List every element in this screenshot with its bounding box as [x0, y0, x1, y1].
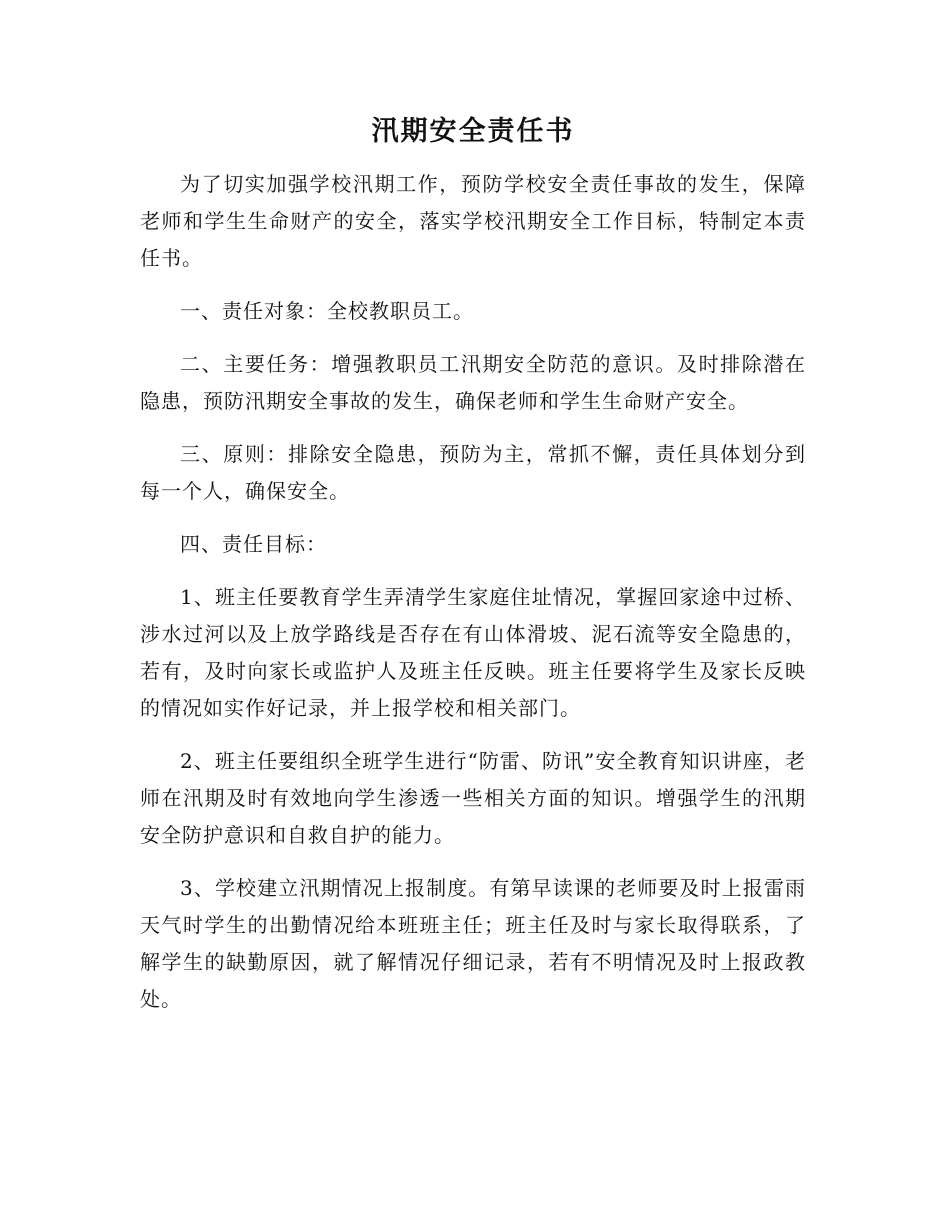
- paragraph-responsibility-target: 一、责任对象：全校教职员工。: [180, 299, 474, 323]
- paragraph-goal-3: 3、学校建立汛期情况上报制度。有第早读课的老师要及时上报雷雨天气时学生的出勤情况给本班班主任；班主任及时与家长取得联系，了解学生的缺勤原因，就了解情况仔细记录，若有不明情况及时上报政教处。: [140, 876, 806, 1011]
- paragraph-principles: 三、原则：排除安全隐患，预防为主，常抓不懈，责任具体划分到每一个人，确保安全。: [140, 442, 806, 503]
- paragraph-goals-heading: 四、责任目标：: [180, 532, 327, 556]
- document-page: [140, 112, 806, 1034]
- paragraph-goal-1: 1、班主任要教育学生弄清学生家庭住址情况，掌握回家途中过桥、涉水过河以及上放学路线是否存在有山体滑坡、泥石流等安全隐患的，若有，及时向家长或监护人及班主任反映。班主任要将学生及家长反映的情况如实作好记录，并上报学校和相关部门。: [140, 585, 806, 720]
- paragraph-main-tasks: 二、主要任务：增强教职员工汛期安全防范的意识。及时排除潜在隐患，预防汛期安全事故的发生，确保老师和学生生命财产安全。: [140, 352, 806, 413]
- document-title: 汛期安全责任书: [371, 116, 575, 147]
- paragraph-intro: 为了切实加强学校汛期工作，预防学校安全责任事故的发生，保障老师和学生生命财产的安全，落实学校汛期安全工作目标，特制定本责任书。: [140, 172, 806, 270]
- paragraph-goal-2: 2、班主任要组织全班学生进行“防雷、防讯”安全教育知识讲座，老师在汛期及时有效地向学生渗透一些相关方面的知识。增强学生的汛期安全防护意识和自救自护的能力。: [140, 749, 806, 847]
